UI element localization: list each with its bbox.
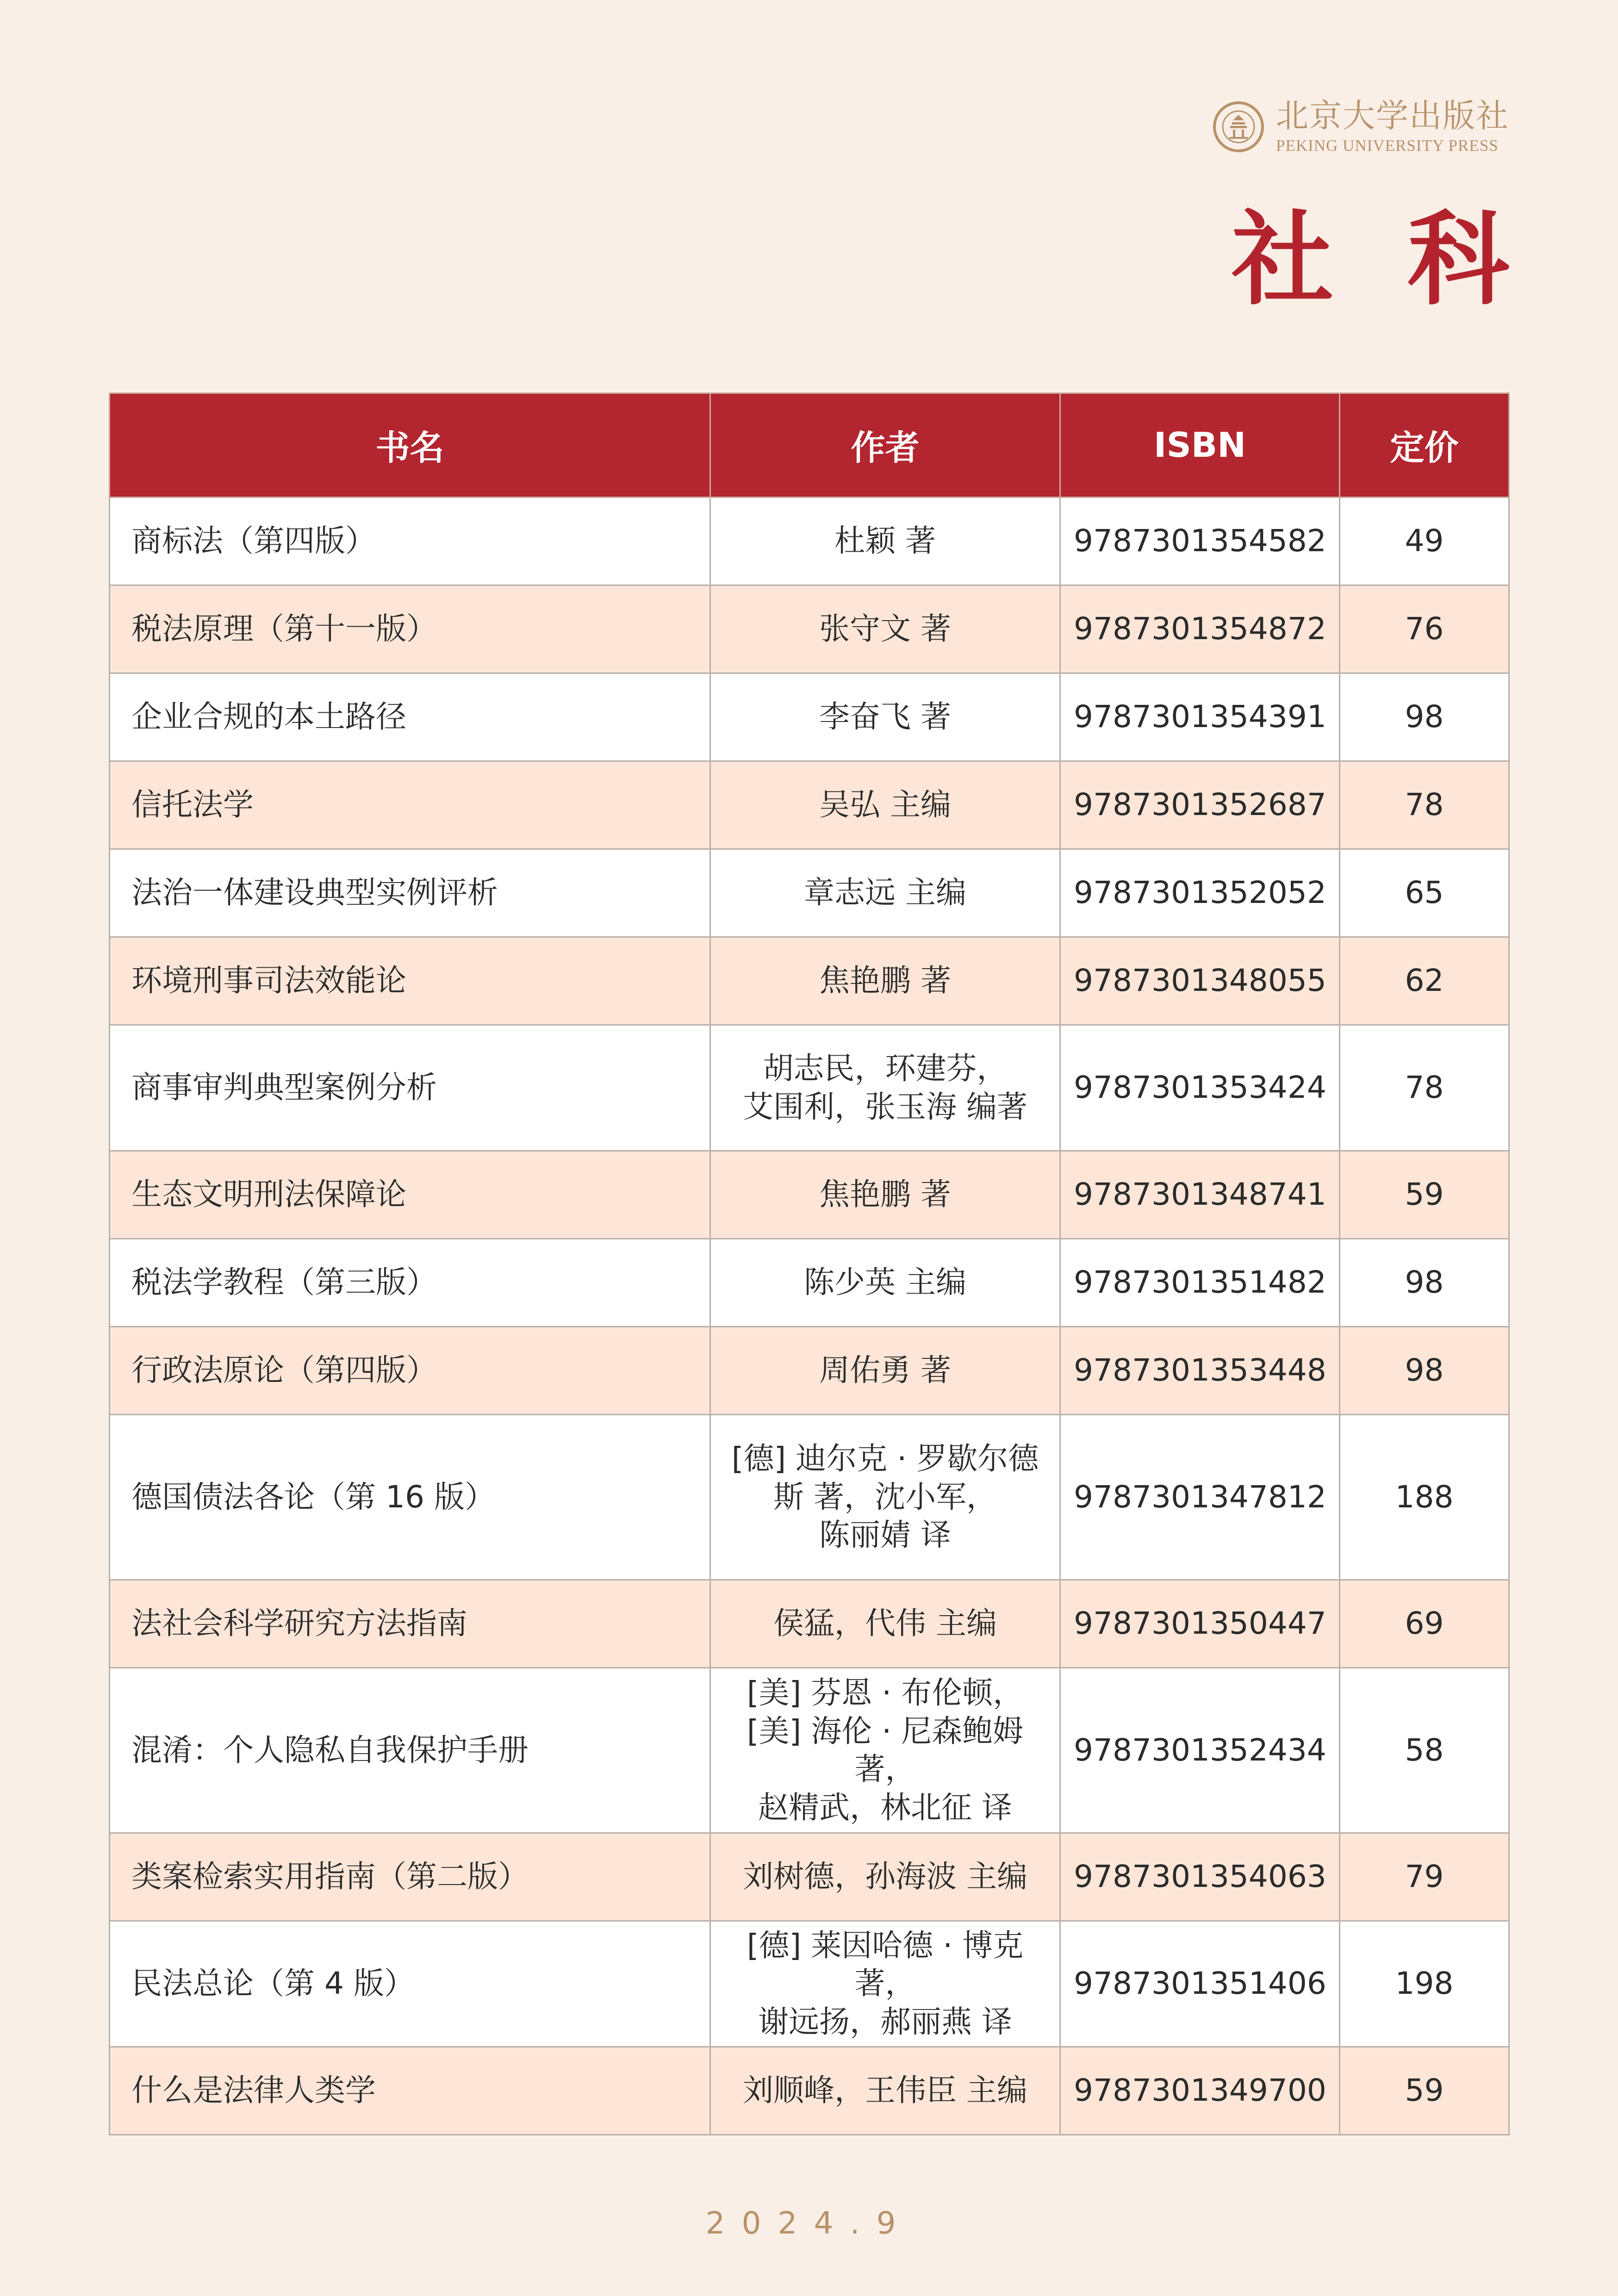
book-isbn-cell: 9787301350447	[1060, 1580, 1340, 1668]
book-isbn-cell: 9787301347812	[1060, 1415, 1340, 1580]
book-price-cell: 98	[1340, 673, 1509, 761]
table-row	[110, 1239, 1509, 1327]
book-isbn-cell: 9787301348055	[1060, 937, 1340, 1025]
book-author-cell: 刘树德，孙海波 主编	[710, 1833, 1060, 1921]
book-title-cell: 企业合规的本土路径	[110, 673, 710, 761]
book-price-cell: 58	[1340, 1668, 1509, 1833]
table-row	[110, 498, 1509, 585]
book-author-cell: [美] 芬恩 · 布伦顿， [美] 海伦 · 尼森鲍姆 著， 赵精武，林北征 译	[710, 1668, 1060, 1833]
table-row	[110, 1580, 1509, 1668]
book-isbn-cell: 9787301354063	[1060, 1833, 1340, 1921]
book-isbn-cell: 9787301348741	[1060, 1151, 1340, 1239]
table-row	[110, 585, 1509, 673]
book-isbn-cell: 9787301351406	[1060, 1921, 1340, 2047]
book-title-cell: 税法原理（第十一版）	[110, 585, 710, 673]
table-row	[110, 1833, 1509, 1921]
table-row	[110, 1025, 1509, 1151]
table-row	[110, 1921, 1509, 2047]
book-author-cell: 杜颖 著	[710, 498, 1060, 585]
book-price-cell: 98	[1340, 1239, 1509, 1327]
book-title-cell: 法治一体建设典型实例评析	[110, 849, 710, 937]
publisher-logo	[1213, 97, 1509, 155]
table-row	[110, 1327, 1509, 1415]
book-isbn-cell: 9787301353424	[1060, 1025, 1340, 1151]
book-author-cell: 焦艳鹏 著	[710, 937, 1060, 1025]
footer-date: 2024.9	[705, 2205, 913, 2241]
book-author-cell: 张守文 著	[710, 585, 1060, 673]
book-title-cell: 民法总论（第 4 版）	[110, 1921, 710, 2047]
book-price-cell: 198	[1340, 1921, 1509, 2047]
book-price-cell: 78	[1340, 761, 1509, 849]
university-emblem-icon	[1213, 101, 1264, 152]
book-title-cell: 什么是法律人类学	[110, 2047, 710, 2135]
book-title-cell: 环境刑事司法效能论	[110, 937, 710, 1025]
page-title: 社科	[1231, 199, 1583, 319]
logo-chinese-name: 北京大学出版社	[1276, 97, 1509, 135]
book-author-cell: 陈少英 主编	[710, 1239, 1060, 1327]
book-list-table	[109, 392, 1510, 2135]
book-price-cell: 59	[1340, 2047, 1509, 2135]
table-row	[110, 2047, 1509, 2135]
column-header-author: 作者	[710, 393, 1060, 498]
book-author-cell: 章志远 主编	[710, 849, 1060, 937]
book-title-cell: 法社会科学研究方法指南	[110, 1580, 710, 1668]
table-row	[110, 1415, 1509, 1580]
table-row	[110, 937, 1509, 1025]
book-price-cell: 62	[1340, 937, 1509, 1025]
book-price-cell: 76	[1340, 585, 1509, 673]
book-title-cell: 类案检索实用指南（第二版）	[110, 1833, 710, 1921]
book-isbn-cell: 9787301352434	[1060, 1668, 1340, 1833]
book-title-cell: 混淆：个人隐私自我保护手册	[110, 1668, 710, 1833]
book-author-cell: 吴弘 主编	[710, 761, 1060, 849]
logo-english-name: PEKING UNIVERSITY PRESS	[1276, 137, 1499, 155]
table-row	[110, 673, 1509, 761]
book-isbn-cell: 9787301352687	[1060, 761, 1340, 849]
book-author-cell: 焦艳鹏 著	[710, 1151, 1060, 1239]
table-row	[110, 1151, 1509, 1239]
book-price-cell: 49	[1340, 498, 1509, 585]
book-author-cell: 刘顺峰，王伟臣 主编	[710, 2047, 1060, 2135]
book-title-cell: 商标法（第四版）	[110, 498, 710, 585]
book-price-cell: 78	[1340, 1025, 1509, 1151]
book-author-cell: 周佑勇 著	[710, 1327, 1060, 1415]
column-header-isbn: ISBN	[1060, 393, 1340, 498]
book-isbn-cell: 9787301352052	[1060, 849, 1340, 937]
book-price-cell: 65	[1340, 849, 1509, 937]
book-isbn-cell: 9787301354391	[1060, 673, 1340, 761]
book-isbn-cell: 9787301353448	[1060, 1327, 1340, 1415]
book-author-cell: [德] 莱因哈德 · 博克 著， 谢远扬，郝丽燕 译	[710, 1921, 1060, 2047]
book-title-cell: 生态文明刑法保障论	[110, 1151, 710, 1239]
table-row	[110, 761, 1509, 849]
table-row	[110, 1668, 1509, 1833]
book-price-cell: 98	[1340, 1327, 1509, 1415]
book-price-cell: 69	[1340, 1580, 1509, 1668]
book-author-cell: 胡志民，环建芬， 艾围利，张玉海 编著	[710, 1025, 1060, 1151]
book-title-cell: 商事审判典型案例分析	[110, 1025, 710, 1151]
book-isbn-cell: 9787301351482	[1060, 1239, 1340, 1327]
table-header-row	[110, 393, 1509, 498]
column-header-price: 定价	[1340, 393, 1509, 498]
book-isbn-cell: 9787301354872	[1060, 585, 1340, 673]
book-author-cell: [德] 迪尔克 · 罗歇尔德 斯 著，沈小军， 陈丽婧 译	[710, 1415, 1060, 1580]
book-author-cell: 侯猛，代伟 主编	[710, 1580, 1060, 1668]
book-isbn-cell: 9787301349700	[1060, 2047, 1340, 2135]
book-price-cell: 79	[1340, 1833, 1509, 1921]
table-row	[110, 849, 1509, 937]
book-title-cell: 信托法学	[110, 761, 710, 849]
book-isbn-cell: 9787301354582	[1060, 498, 1340, 585]
book-title-cell: 德国债法各论（第 16 版）	[110, 1415, 710, 1580]
book-title-cell: 税法学教程（第三版）	[110, 1239, 710, 1327]
book-title-cell: 行政法原论（第四版）	[110, 1327, 710, 1415]
book-price-cell: 59	[1340, 1151, 1509, 1239]
book-author-cell: 李奋飞 著	[710, 673, 1060, 761]
column-header-title: 书名	[110, 393, 710, 498]
book-price-cell: 188	[1340, 1415, 1509, 1580]
